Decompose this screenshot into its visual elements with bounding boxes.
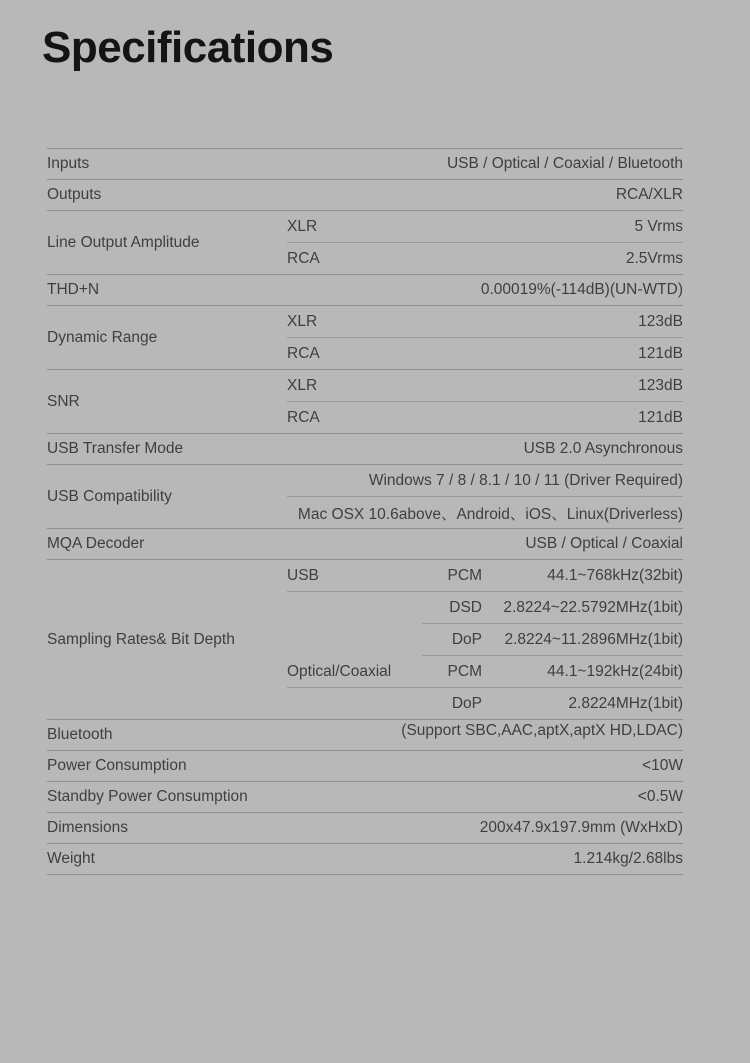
subrow-value: 121dB	[638, 344, 683, 362]
row-label: Dynamic Range	[47, 328, 158, 346]
subrow-label: RCA	[287, 408, 320, 426]
table-row	[47, 844, 683, 874]
table-row	[47, 782, 683, 812]
subrow-label: RCA	[287, 344, 320, 362]
table-bottom-rule	[47, 874, 683, 875]
table-row	[47, 529, 683, 559]
subrow-value: 44.1~768kHz(32bit)	[547, 566, 683, 584]
row-label: Outputs	[47, 186, 102, 203]
row-value: 200x47.9x197.9mm (WxHxD)	[479, 819, 683, 836]
format-label: DoP	[451, 630, 482, 648]
specifications-table	[47, 148, 683, 875]
subrow-value: 2.8224~11.2896MHz(1bit)	[504, 630, 683, 648]
table-row	[47, 720, 683, 750]
interface-label: USB	[287, 566, 319, 584]
subrow-label: XLR	[287, 217, 318, 235]
interface-label: Optical/Coaxial	[287, 662, 392, 680]
format-label: PCM	[447, 662, 482, 680]
row-label: THD+N	[47, 281, 100, 298]
row-label: USB Transfer Mode	[47, 440, 184, 457]
table-row	[47, 306, 683, 337]
row-label: Weight	[47, 850, 95, 867]
page-title: Specifications	[42, 23, 334, 72]
row-value: USB / Optical / Coaxial / Bluetooth	[446, 155, 683, 172]
row-value: USB / Optical / Coaxial	[525, 535, 683, 552]
subrow-value: 2.8224~22.5792MHz(1bit)	[503, 598, 683, 616]
table-row	[47, 465, 683, 496]
row-label: Inputs	[47, 155, 90, 172]
subrow-value: 121dB	[638, 408, 683, 426]
row-label: Dimensions	[47, 819, 128, 836]
table-row	[47, 751, 683, 781]
row-label: Sampling Rates& Bit Depth	[47, 630, 235, 648]
table-row	[47, 813, 683, 843]
subrow-value: 123dB	[638, 376, 683, 394]
interface-label	[287, 624, 422, 655]
row-value: (Support SBC,AAC,aptX,aptX HD,LDAC)	[401, 722, 683, 739]
subrow-value: 44.1~192kHz(24bit)	[547, 662, 683, 680]
subrow-label: XLR	[287, 312, 318, 330]
subrow-value: 2.5Vrms	[625, 249, 683, 267]
row-label: Bluetooth	[47, 726, 113, 743]
format-label: PCM	[447, 566, 482, 584]
subrow-label: RCA	[287, 249, 320, 267]
row-label: USB Compatibility	[47, 487, 172, 505]
table-row	[47, 370, 683, 401]
row-label: Power Consumption	[47, 757, 187, 774]
table-row	[47, 434, 683, 464]
table-row	[47, 275, 683, 305]
row-label: SNR	[47, 392, 80, 410]
subrow-value: Mac OSX 10.6above、Android、iOS、Linux(Driverless)	[297, 505, 683, 523]
interface-label	[287, 592, 422, 623]
format-label: DoP	[451, 694, 482, 712]
row-value: 0.00019%(-114dB)(UN-WTD)	[480, 281, 683, 298]
row-label: Line Output Amplitude	[47, 233, 200, 251]
subrow-value: 5 Vrms	[634, 217, 683, 235]
row-value: 1.214kg/2.68lbs	[573, 850, 683, 867]
table-row	[47, 149, 683, 179]
row-label: Standby Power Consumption	[47, 788, 248, 805]
subrow-value: 2.8224MHz(1bit)	[568, 694, 683, 712]
row-value: <0.5W	[637, 788, 683, 805]
subrow-value: Windows 7 / 8 / 8.1 / 10 / 11 (Driver Required)	[368, 471, 683, 489]
format-label: DSD	[449, 598, 482, 616]
subrow-label: XLR	[287, 376, 318, 394]
table-row	[47, 560, 683, 591]
row-value: RCA/XLR	[615, 186, 683, 203]
row-value: <10W	[642, 757, 683, 774]
subrow-value: 123dB	[638, 312, 683, 330]
table-row	[47, 180, 683, 210]
row-label: MQA Decoder	[47, 535, 145, 552]
table-row	[47, 211, 683, 242]
row-value: USB 2.0 Asynchronous	[523, 440, 683, 457]
interface-label	[287, 688, 422, 719]
